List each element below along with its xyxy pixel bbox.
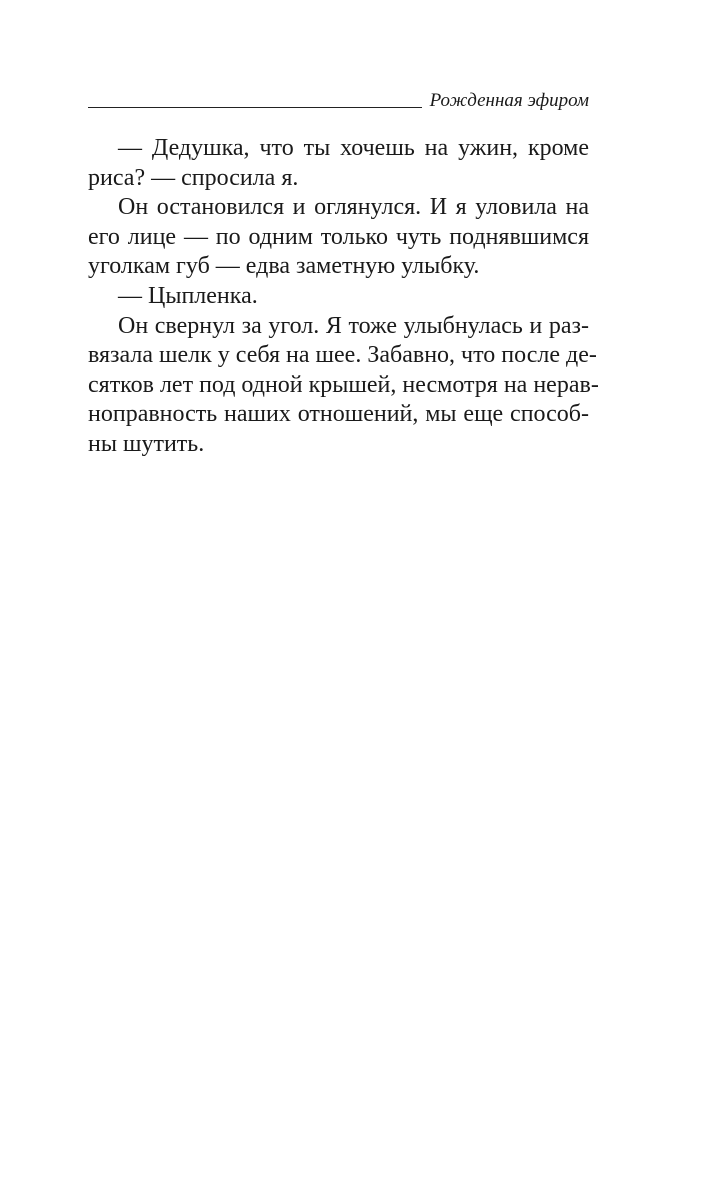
text-line: вязала шелк у себя на шее. Забавно, что после де- [88,342,597,369]
paragraph [88,193,589,282]
text-line: уголкам губ — едва заметную улыбку. [88,253,480,280]
text-line: ны шутить. [88,430,205,457]
paragraph [88,282,589,312]
text-line: риса? — спросила я. [88,164,299,191]
text-line: Он свернул за угол. Я тоже улыбнулась и раз- [118,312,589,339]
text-line: сятков лет под одной крышей, несмотря на нерав- [88,371,599,398]
page-body [88,134,599,460]
text-line: его лице — по одним только чуть поднявшимся [88,223,589,250]
text-line: — Цыпленка. [118,282,258,309]
text-line: — Дедушка, что ты хочешь на ужин, кроме [118,135,589,161]
running-header [88,88,589,112]
paragraph [88,312,599,460]
book-title: Рожденная эфиром [429,90,589,111]
paragraph [88,134,589,193]
text-line: Он остановился и оглянулся. И я уловила на [118,194,589,221]
header-rule [88,107,422,108]
text-line: ноправность наших отношений, мы еще способ- [88,401,589,428]
